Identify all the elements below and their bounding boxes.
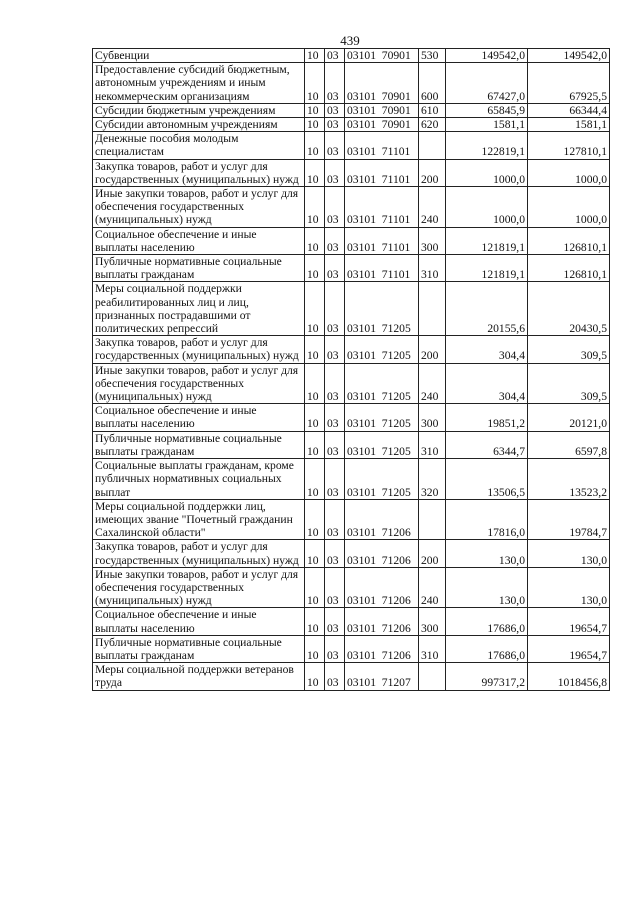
table-row	[93, 132, 610, 159]
row-subsection-code: 03	[325, 227, 345, 254]
row-amount-year-1: 17816,0	[446, 499, 528, 540]
row-name: Публичные нормативные социальные выплаты гражданам	[93, 431, 305, 458]
row-name: Социальное обеспечение и иные выплаты населению	[93, 227, 305, 254]
table-row	[93, 363, 610, 404]
row-amount-year-1: 65845,9	[446, 103, 528, 117]
row-expense-type-code: 620	[419, 118, 446, 132]
table-row	[93, 499, 610, 540]
page-number: 439	[340, 33, 360, 48]
table-row	[93, 63, 610, 104]
row-program-code: 03101 71101	[345, 159, 419, 186]
row-section-code: 10	[305, 336, 325, 363]
row-amount-year-1: 1581,1	[446, 118, 528, 132]
row-name: Субсидии бюджетным учреждениям	[93, 103, 305, 117]
row-name: Предоставление субсидий бюджетным, автономным учреждениям и иным некоммерческим организациям	[93, 63, 305, 104]
row-program-code: 03101 71205	[345, 431, 419, 458]
table-row	[93, 118, 610, 132]
row-amount-year-2: 6597,8	[528, 431, 610, 458]
row-section-code: 10	[305, 227, 325, 254]
table-row	[93, 255, 610, 282]
row-amount-year-1: 121819,1	[446, 255, 528, 282]
row-section-code: 10	[305, 49, 325, 63]
budget-table	[92, 48, 610, 691]
row-expense-type-code: 610	[419, 103, 446, 117]
table-row	[93, 608, 610, 635]
row-subsection-code: 03	[325, 103, 345, 117]
row-name: Закупка товаров, работ и услуг для государственных (муниципальных) нужд	[93, 540, 305, 567]
row-amount-year-1: 304,4	[446, 363, 528, 404]
row-subsection-code: 03	[325, 363, 345, 404]
row-amount-year-1: 122819,1	[446, 132, 528, 159]
row-expense-type-code: 320	[419, 459, 446, 500]
table-row	[93, 103, 610, 117]
row-program-code: 03101 71101	[345, 255, 419, 282]
row-program-code: 03101 71205	[345, 404, 419, 431]
table-row	[93, 540, 610, 567]
row-program-code: 03101 70901	[345, 63, 419, 104]
table-row	[93, 227, 610, 254]
row-amount-year-2: 19784,7	[528, 499, 610, 540]
row-amount-year-1: 17686,0	[446, 608, 528, 635]
row-amount-year-2: 20121,0	[528, 404, 610, 431]
row-section-code: 10	[305, 608, 325, 635]
row-section-code: 10	[305, 132, 325, 159]
row-program-code: 03101 71206	[345, 499, 419, 540]
table-row	[93, 159, 610, 186]
row-section-code: 10	[305, 63, 325, 104]
row-amount-year-2: 1581,1	[528, 118, 610, 132]
table-row	[93, 635, 610, 662]
row-amount-year-1: 20155,6	[446, 282, 528, 336]
row-subsection-code: 03	[325, 567, 345, 608]
row-subsection-code: 03	[325, 49, 345, 63]
row-program-code: 03101 71101	[345, 187, 419, 228]
row-name: Иные закупки товаров, работ и услуг для обеспечения государственных (муниципальных) нужд	[93, 567, 305, 608]
row-section-code: 10	[305, 187, 325, 228]
row-section-code: 10	[305, 118, 325, 132]
row-name: Социальное обеспечение и иные выплаты населению	[93, 608, 305, 635]
row-amount-year-1: 130,0	[446, 540, 528, 567]
row-program-code: 03101 71205	[345, 336, 419, 363]
row-amount-year-2: 1018456,8	[528, 663, 610, 690]
table-row	[93, 663, 610, 690]
row-amount-year-2: 19654,7	[528, 635, 610, 662]
row-section-code: 10	[305, 540, 325, 567]
row-subsection-code: 03	[325, 431, 345, 458]
row-amount-year-2: 126810,1	[528, 255, 610, 282]
row-amount-year-1: 6344,7	[446, 431, 528, 458]
table-row	[93, 49, 610, 63]
row-amount-year-1: 997317,2	[446, 663, 528, 690]
row-amount-year-2: 130,0	[528, 567, 610, 608]
row-program-code: 03101 70901	[345, 118, 419, 132]
row-name: Субвенции	[93, 49, 305, 63]
budget-table-body	[93, 49, 610, 691]
row-section-code: 10	[305, 459, 325, 500]
row-expense-type-code: 240	[419, 363, 446, 404]
row-section-code: 10	[305, 255, 325, 282]
row-amount-year-2: 66344,4	[528, 103, 610, 117]
table-row	[93, 282, 610, 336]
row-program-code: 03101 71205	[345, 459, 419, 500]
table-row	[93, 567, 610, 608]
row-program-code: 03101 71206	[345, 540, 419, 567]
row-amount-year-1: 67427,0	[446, 63, 528, 104]
row-expense-type-code	[419, 132, 446, 159]
row-expense-type-code: 530	[419, 49, 446, 63]
row-name: Меры социальной поддержки реабилитированных лиц и лиц, признанных пострадавшими от политических репрессий	[93, 282, 305, 336]
row-amount-year-1: 121819,1	[446, 227, 528, 254]
row-program-code: 03101 71207	[345, 663, 419, 690]
row-subsection-code: 03	[325, 459, 345, 500]
row-expense-type-code: 300	[419, 404, 446, 431]
row-expense-type-code: 310	[419, 431, 446, 458]
row-amount-year-1: 1000,0	[446, 187, 528, 228]
row-amount-year-1: 17686,0	[446, 635, 528, 662]
row-name: Публичные нормативные социальные выплаты гражданам	[93, 255, 305, 282]
row-amount-year-2: 1000,0	[528, 159, 610, 186]
row-expense-type-code: 240	[419, 567, 446, 608]
row-expense-type-code: 200	[419, 540, 446, 567]
row-amount-year-2: 1000,0	[528, 187, 610, 228]
row-section-code: 10	[305, 567, 325, 608]
row-section-code: 10	[305, 282, 325, 336]
row-amount-year-2: 67925,5	[528, 63, 610, 104]
row-name: Иные закупки товаров, работ и услуг для обеспечения государственных (муниципальных) нужд	[93, 187, 305, 228]
row-amount-year-2: 149542,0	[528, 49, 610, 63]
table-row	[93, 404, 610, 431]
row-program-code: 03101 71206	[345, 567, 419, 608]
row-section-code: 10	[305, 404, 325, 431]
row-amount-year-2: 309,5	[528, 363, 610, 404]
row-section-code: 10	[305, 103, 325, 117]
row-expense-type-code	[419, 663, 446, 690]
row-subsection-code: 03	[325, 635, 345, 662]
row-amount-year-1: 304,4	[446, 336, 528, 363]
row-name: Закупка товаров, работ и услуг для государственных (муниципальных) нужд	[93, 336, 305, 363]
row-subsection-code: 03	[325, 118, 345, 132]
row-program-code: 03101 71101	[345, 132, 419, 159]
row-section-code: 10	[305, 499, 325, 540]
row-amount-year-2: 130,0	[528, 540, 610, 567]
row-subsection-code: 03	[325, 132, 345, 159]
row-amount-year-1: 149542,0	[446, 49, 528, 63]
row-subsection-code: 03	[325, 336, 345, 363]
row-amount-year-1: 19851,2	[446, 404, 528, 431]
row-name: Публичные нормативные социальные выплаты гражданам	[93, 635, 305, 662]
row-amount-year-2: 20430,5	[528, 282, 610, 336]
row-section-code: 10	[305, 431, 325, 458]
row-name: Субсидии автономным учреждениям	[93, 118, 305, 132]
row-subsection-code: 03	[325, 540, 345, 567]
row-section-code: 10	[305, 663, 325, 690]
row-subsection-code: 03	[325, 63, 345, 104]
row-subsection-code: 03	[325, 159, 345, 186]
row-subsection-code: 03	[325, 255, 345, 282]
row-expense-type-code	[419, 499, 446, 540]
row-expense-type-code: 200	[419, 336, 446, 363]
row-subsection-code: 03	[325, 187, 345, 228]
row-amount-year-1: 13506,5	[446, 459, 528, 500]
row-program-code: 03101 71101	[345, 227, 419, 254]
row-amount-year-2: 19654,7	[528, 608, 610, 635]
row-program-code: 03101 70901	[345, 49, 419, 63]
row-expense-type-code	[419, 282, 446, 336]
row-section-code: 10	[305, 159, 325, 186]
row-subsection-code: 03	[325, 608, 345, 635]
row-subsection-code: 03	[325, 282, 345, 336]
row-name: Социальное обеспечение и иные выплаты населению	[93, 404, 305, 431]
row-amount-year-2: 309,5	[528, 336, 610, 363]
row-name: Меры социальной поддержки лиц, имеющих звание "Почетный гражданин Сахалинской области"	[93, 499, 305, 540]
row-amount-year-1: 130,0	[446, 567, 528, 608]
row-subsection-code: 03	[325, 499, 345, 540]
row-amount-year-2: 126810,1	[528, 227, 610, 254]
row-expense-type-code: 240	[419, 187, 446, 228]
table-row	[93, 336, 610, 363]
row-program-code: 03101 70901	[345, 103, 419, 117]
row-name: Закупка товаров, работ и услуг для государственных (муниципальных) нужд	[93, 159, 305, 186]
row-program-code: 03101 71205	[345, 282, 419, 336]
table-row	[93, 187, 610, 228]
row-expense-type-code: 300	[419, 227, 446, 254]
row-name: Социальные выплаты гражданам, кроме публичных нормативных социальных выплат	[93, 459, 305, 500]
row-expense-type-code: 200	[419, 159, 446, 186]
row-expense-type-code: 600	[419, 63, 446, 104]
row-expense-type-code: 310	[419, 255, 446, 282]
table-row	[93, 459, 610, 500]
row-expense-type-code: 300	[419, 608, 446, 635]
row-name: Иные закупки товаров, работ и услуг для обеспечения государственных (муниципальных) нужд	[93, 363, 305, 404]
row-section-code: 10	[305, 363, 325, 404]
row-program-code: 03101 71206	[345, 608, 419, 635]
row-subsection-code: 03	[325, 663, 345, 690]
row-subsection-code: 03	[325, 404, 345, 431]
row-program-code: 03101 71205	[345, 363, 419, 404]
row-name: Денежные пособия молодым специалистам	[93, 132, 305, 159]
table-row	[93, 431, 610, 458]
row-amount-year-1: 1000,0	[446, 159, 528, 186]
row-section-code: 10	[305, 635, 325, 662]
row-amount-year-2: 127810,1	[528, 132, 610, 159]
row-amount-year-2: 13523,2	[528, 459, 610, 500]
row-program-code: 03101 71206	[345, 635, 419, 662]
row-name: Меры социальной поддержки ветеранов труда	[93, 663, 305, 690]
row-expense-type-code: 310	[419, 635, 446, 662]
